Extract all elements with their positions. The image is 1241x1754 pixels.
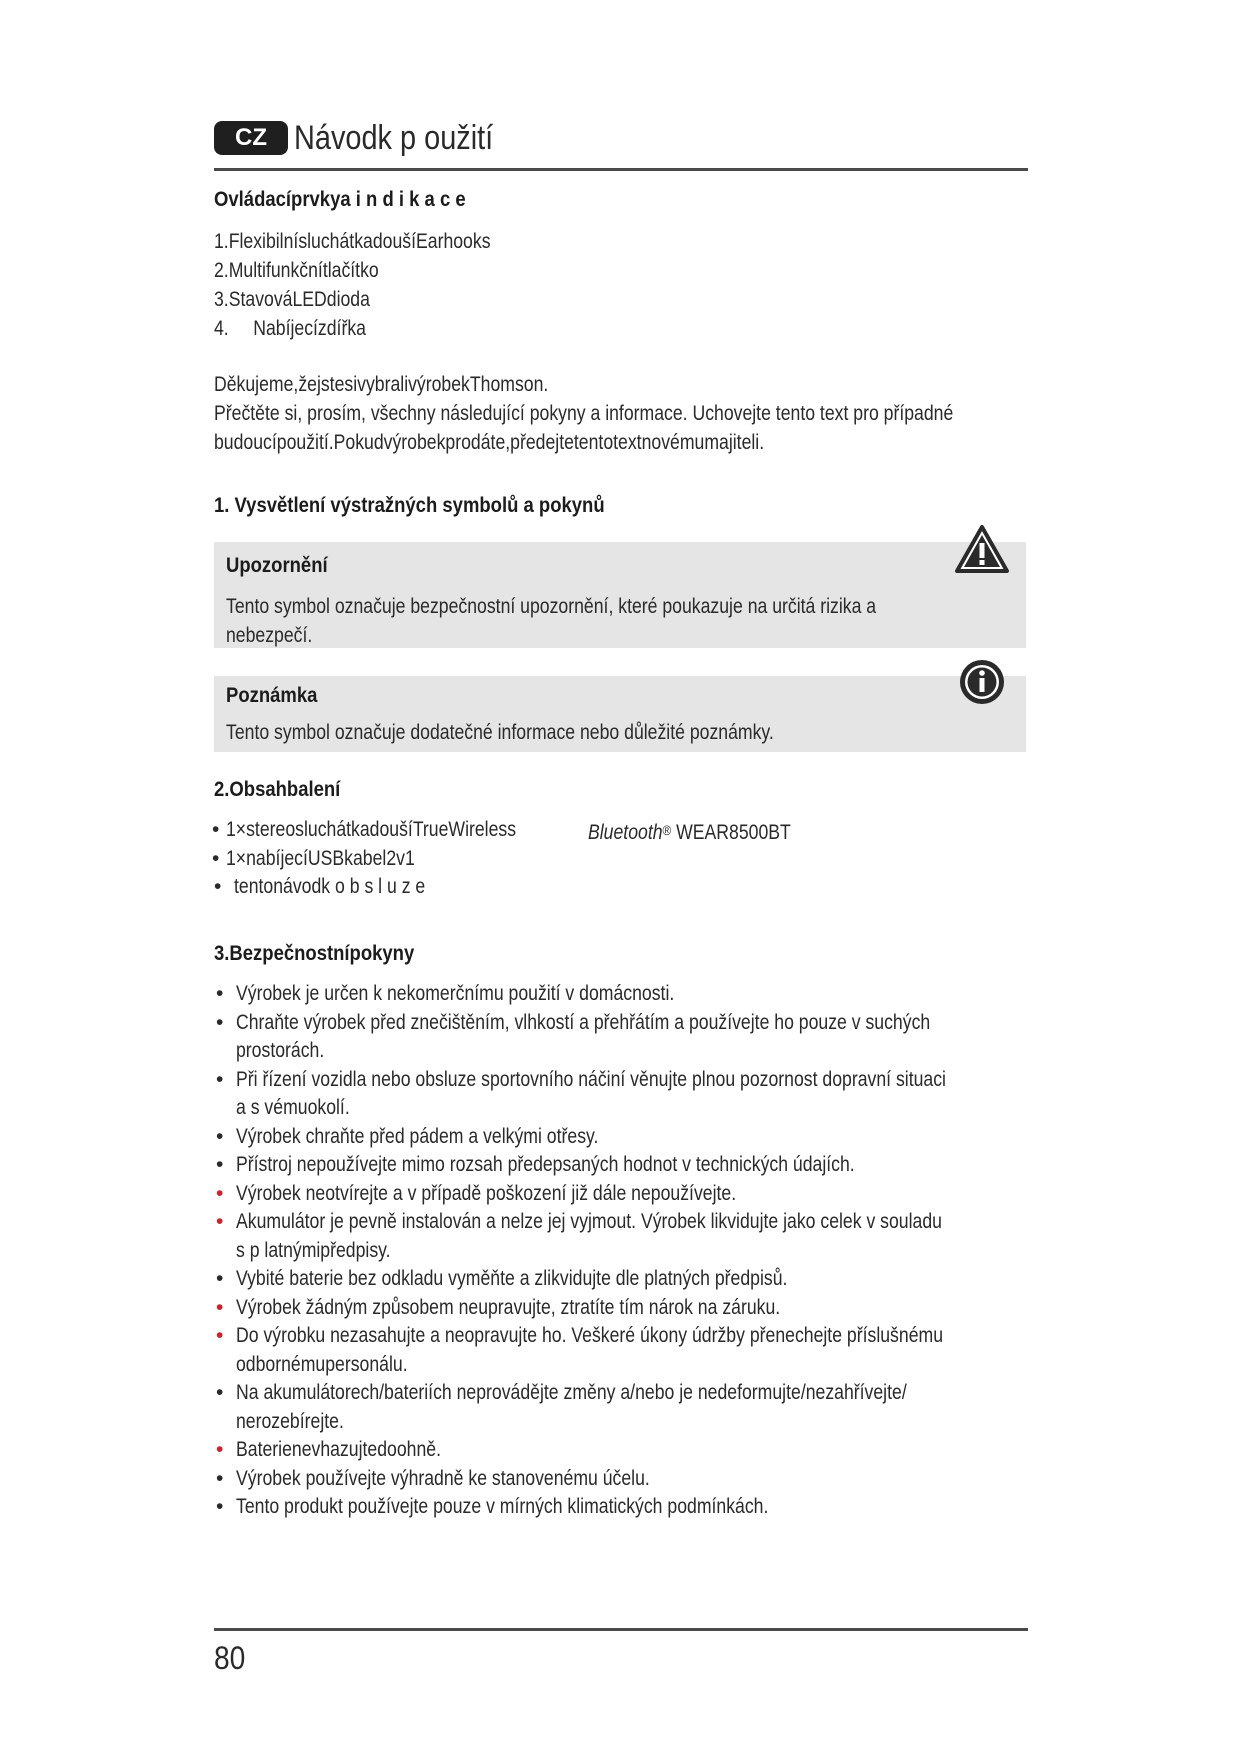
section1-heading: 1. Vysvětlení výstražných symbolů a pokynů bbox=[214, 494, 605, 517]
safety-item-line: Do výrobku nezasahujte a neopravujte ho. Veškeré úkony údržby přenechejte příslušnému bbox=[236, 1324, 944, 1347]
warning-line: Tento symbol označuje bezpečnostní upozornění, které poukazuje na určitá rizika a bbox=[226, 595, 877, 618]
safety-item-line: Akumulátor je pevně instalován a nelze jej vyjmout. Výrobek likvidujte jako celek v souladu bbox=[236, 1210, 942, 1233]
warning-triangle-icon bbox=[954, 524, 1010, 574]
safety-item bbox=[214, 1151, 1081, 1180]
safety-item bbox=[214, 1493, 1081, 1522]
safety-item bbox=[214, 1379, 1081, 1436]
note-text bbox=[226, 718, 774, 747]
intro-line: budoucípoužití.Pokudvýrobekprodáte,předejtetentotextnovémumajiteli. bbox=[214, 431, 765, 454]
bullet: • bbox=[216, 1067, 224, 1091]
safety-item bbox=[214, 1465, 1081, 1494]
bullet: • bbox=[216, 1153, 224, 1176]
warning-text bbox=[226, 592, 876, 650]
safety-item bbox=[214, 1123, 1081, 1152]
warning-line: nebezpečí. bbox=[226, 624, 313, 647]
page-title: Návodk p oužití bbox=[294, 118, 494, 157]
safety-item-line: Vybité baterie bez odkladu vyměňte a zlikvidujte dle platných předpisů. bbox=[236, 1267, 788, 1290]
controls-heading: Ovládacíprvkya i n d i k a c e bbox=[214, 188, 466, 211]
bluetooth-brand: Bluetooth bbox=[588, 821, 663, 844]
list-item: • 1×stereosluchátkadoušíTrueWireless bbox=[212, 818, 517, 841]
list-item: • tentonávodk o b s l u z e bbox=[214, 875, 426, 898]
package-contents-list bbox=[212, 816, 571, 902]
note-box bbox=[214, 676, 1026, 752]
controls-item: 4. Nabíjecízdířka bbox=[214, 317, 366, 340]
safety-instructions-list bbox=[214, 980, 1081, 1522]
section2-heading: 2.Obsahbalení bbox=[214, 778, 341, 801]
bullet: • bbox=[216, 1466, 224, 1490]
bullet: • bbox=[216, 982, 224, 1005]
safety-item-line: Na akumulátorech/bateriích neprovádějte změny a/nebo je nedeformujte/nezahřívejte/ bbox=[236, 1381, 907, 1404]
safety-item bbox=[214, 980, 1081, 1009]
safety-item bbox=[214, 1208, 1081, 1265]
red-bullet: • bbox=[216, 1324, 224, 1347]
safety-item bbox=[214, 1294, 1081, 1323]
safety-item-line: odbornémupersonálu. bbox=[236, 1352, 408, 1376]
safety-item bbox=[214, 1066, 1081, 1123]
controls-list bbox=[214, 227, 491, 343]
bullet: • bbox=[216, 1010, 224, 1034]
footer-rule bbox=[214, 1628, 1028, 1631]
safety-item-line: Výrobek chraňte před pádem a velkými otřesy. bbox=[236, 1124, 599, 1148]
product-model bbox=[588, 816, 791, 848]
safety-item bbox=[214, 1265, 1081, 1294]
page-header bbox=[214, 118, 528, 158]
intro-line: Děkujeme,žejstesivybralivýrobekThomson. bbox=[214, 373, 549, 396]
warning-box bbox=[214, 542, 1026, 648]
page-number: 80 bbox=[214, 1640, 246, 1676]
safety-item-line: a s vémuokolí. bbox=[236, 1096, 350, 1119]
list-item: • 1×nabíjecíUSBkabel2v1 bbox=[212, 846, 415, 870]
red-bullet: • bbox=[216, 1295, 224, 1319]
safety-item bbox=[214, 1180, 1081, 1209]
safety-item-line: Chraňte výrobek před znečištěním, vlhkostí a přehřátím a používejte ho pouze v suchých bbox=[236, 1010, 931, 1034]
red-bullet: • bbox=[216, 1181, 224, 1205]
bullet: • bbox=[216, 1381, 224, 1404]
safety-item bbox=[214, 1436, 1081, 1465]
language-badge: CZ bbox=[214, 121, 288, 155]
safety-item-line: nerozebírejte. bbox=[236, 1409, 344, 1433]
safety-item-line: Baterienevhazujtedoohně. bbox=[236, 1438, 441, 1461]
safety-item-line: Tento produkt používejte pouze v mírných klimatických podmínkách. bbox=[236, 1495, 769, 1518]
bullet: • bbox=[216, 1124, 224, 1148]
safety-item bbox=[214, 1322, 1081, 1379]
safety-item-line: Výrobek neotvírejte a v případě poškození již dále nepoužívejte. bbox=[236, 1181, 737, 1205]
registered-mark: ® bbox=[662, 822, 672, 838]
section3-heading: 3.Bezpečnostnípokyny bbox=[214, 942, 415, 965]
red-bullet: • bbox=[216, 1210, 224, 1233]
safety-item-line: Přístroj nepoužívejte mimo rozsah předepsaných hodnot v technických údajích. bbox=[236, 1153, 855, 1176]
safety-item-line: prostorách. bbox=[236, 1039, 325, 1062]
controls-item: 2.Multifunkčnítlačítko bbox=[214, 259, 379, 282]
red-bullet: • bbox=[216, 1438, 224, 1461]
safety-item-line: Výrobek je určen k nekomerčnímu použití v domácnosti. bbox=[236, 982, 675, 1005]
intro-line: Přečtěte si, prosím, všechny následující pokyny a informace. Uchovejte tento text pro případné bbox=[214, 402, 954, 425]
warning-title: Upozornění bbox=[226, 554, 328, 577]
intro-paragraph bbox=[214, 370, 953, 457]
safety-item-line: Výrobek žádným způsobem neupravujte, ztratíte tím nárok na záruku. bbox=[236, 1295, 781, 1319]
safety-item bbox=[214, 1009, 1081, 1066]
model-name: WEAR8500BT bbox=[671, 821, 791, 844]
info-icon bbox=[958, 658, 1006, 706]
header-rule bbox=[214, 168, 1028, 171]
controls-item: 3.StavováLEDdioda bbox=[214, 288, 370, 311]
safety-item-line: s p latnýmipředpisy. bbox=[236, 1238, 391, 1262]
safety-item-line: Při řízení vozidla nebo obsluze sportovního náčiní věnujte plnou pozornost dopravní situaci bbox=[236, 1067, 946, 1091]
bullet: • bbox=[216, 1267, 224, 1290]
controls-item: 1.FlexibilnísluchátkadoušíEarhooks bbox=[214, 230, 491, 253]
note-title: Poznámka bbox=[226, 684, 318, 707]
note-line: Tento symbol označuje dodatečné informace nebo důležité poznámky. bbox=[226, 721, 774, 744]
safety-item-line: Výrobek používejte výhradně ke stanovenému účelu. bbox=[236, 1466, 650, 1490]
bullet: • bbox=[216, 1495, 224, 1518]
